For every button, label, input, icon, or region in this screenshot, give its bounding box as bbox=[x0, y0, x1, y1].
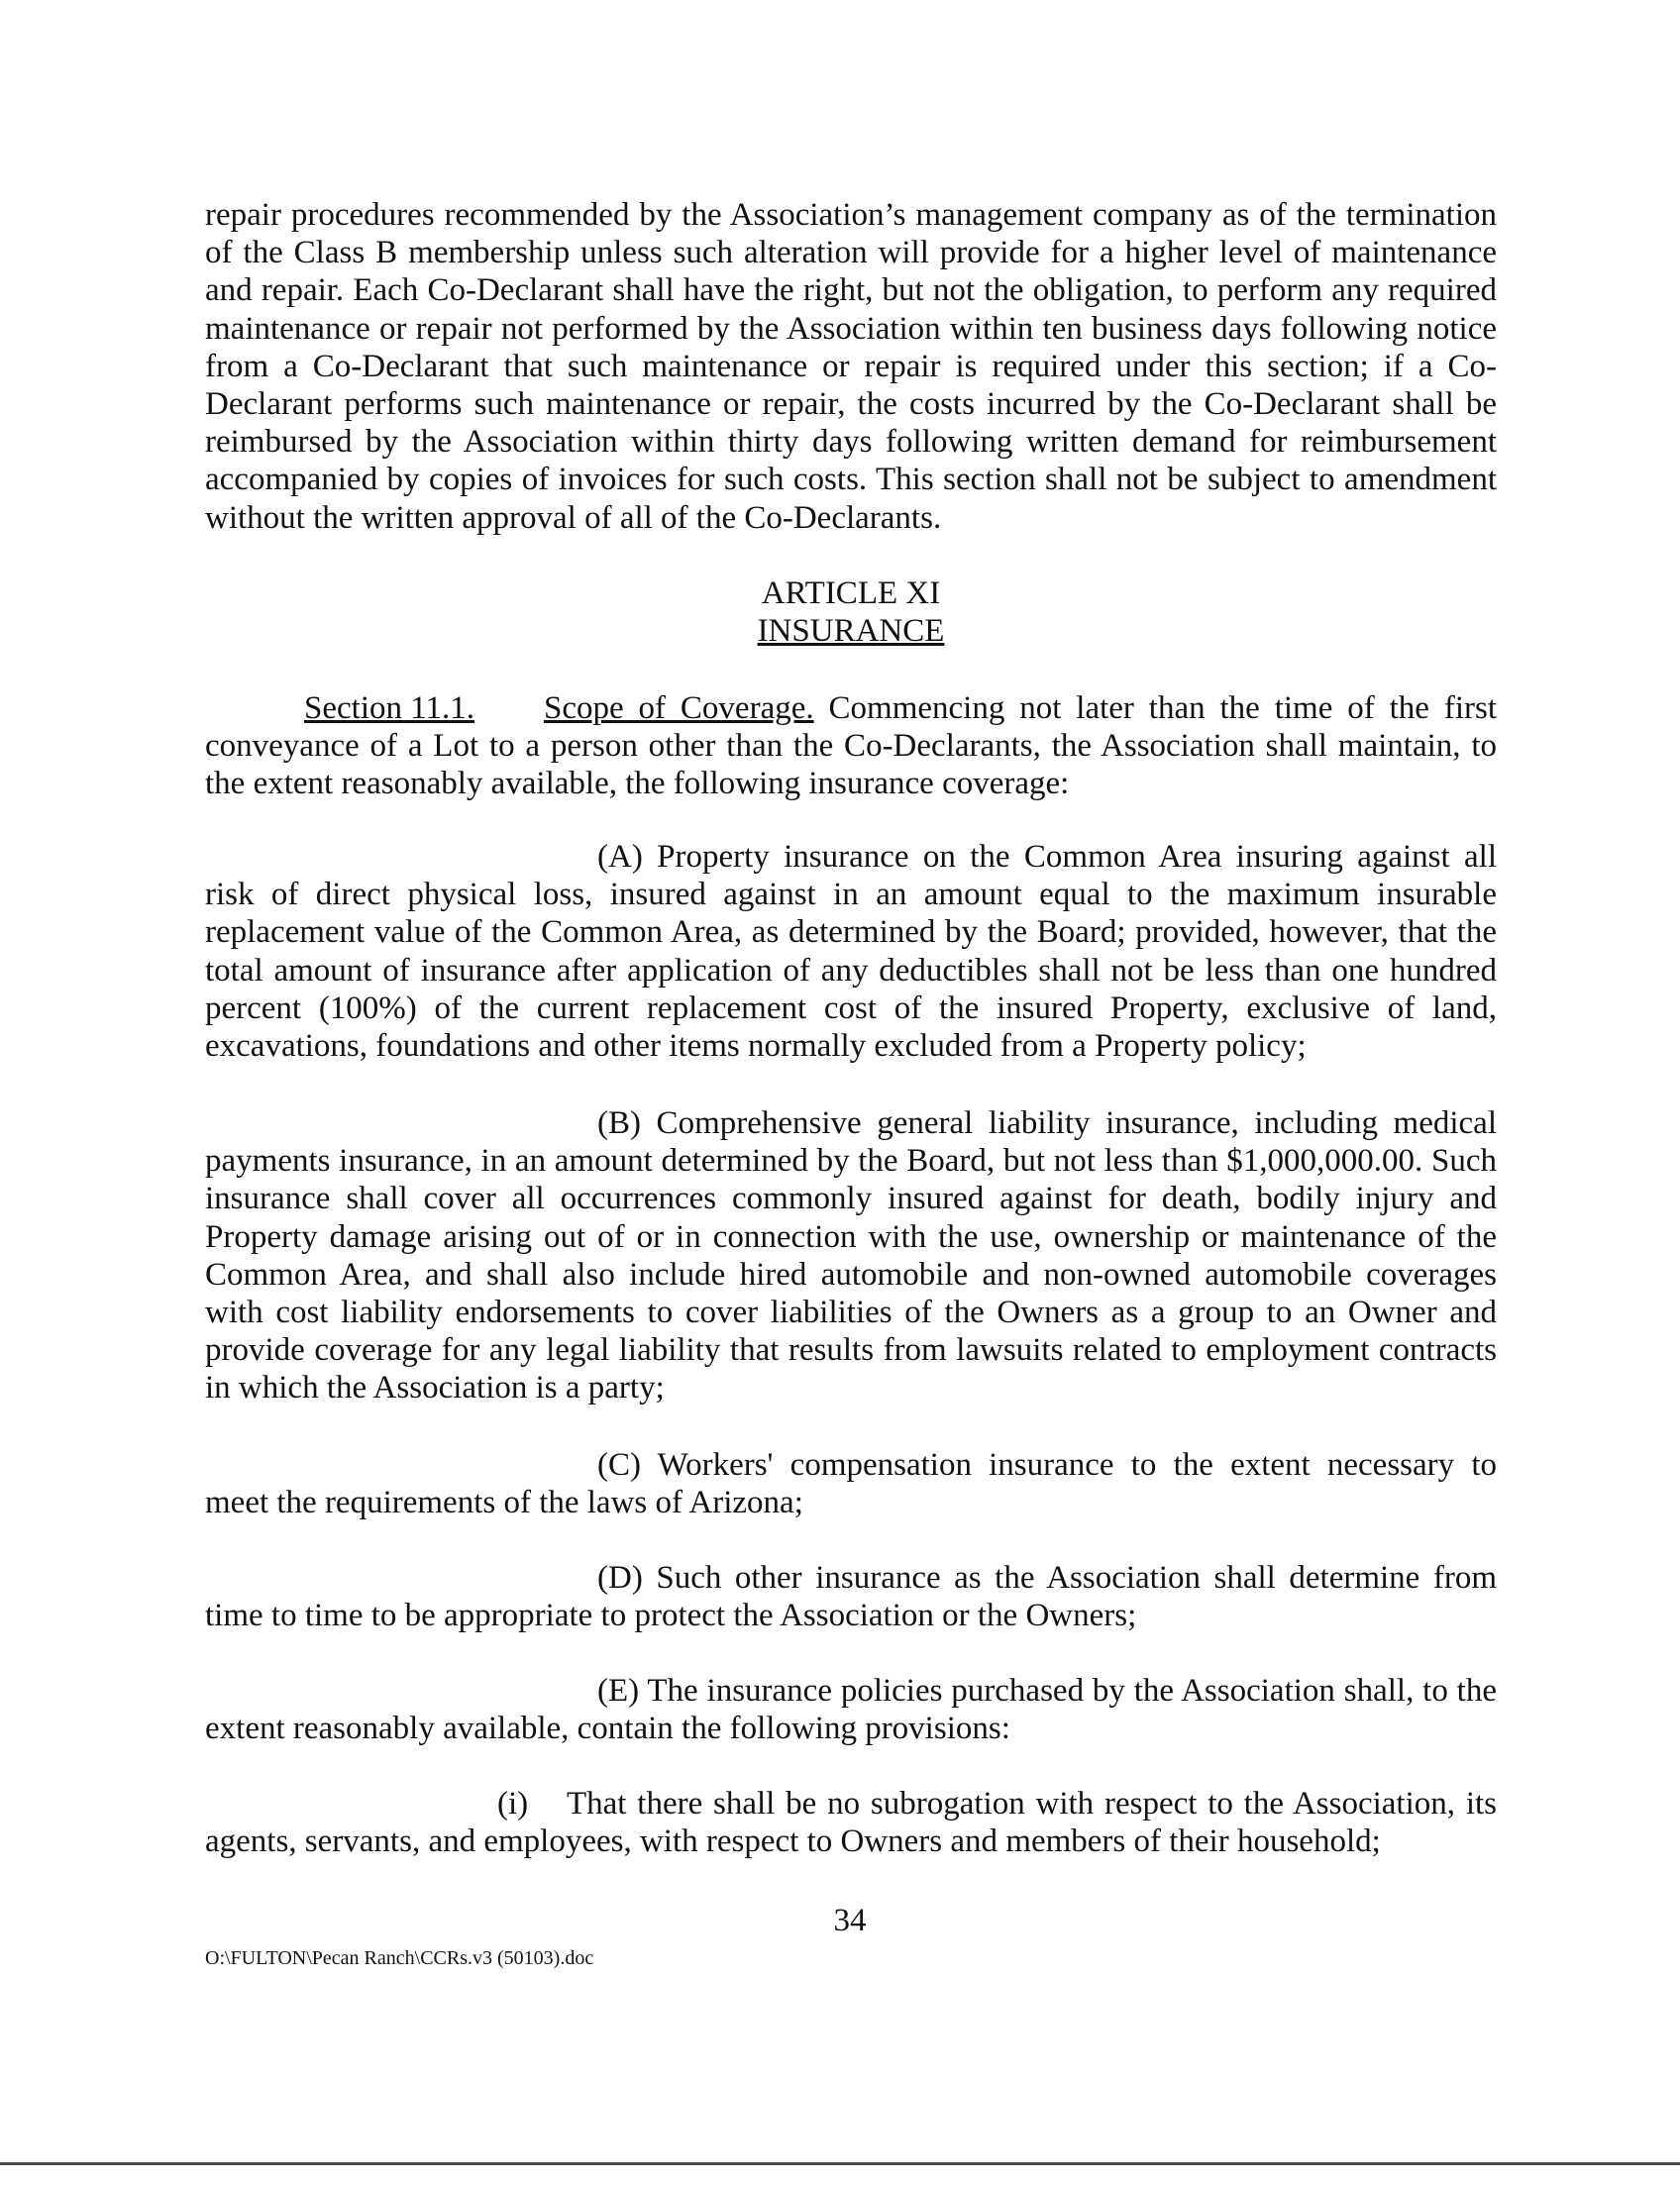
footer-file-path: O:\FULTON\Pecan Ranch\CCRs.v3 (50103).doc bbox=[205, 1947, 594, 1969]
item-c bbox=[205, 1446, 1497, 1521]
section-label: Section 11.1. bbox=[304, 690, 475, 726]
item-label: (B) bbox=[597, 1105, 641, 1141]
section-body: Commencing not later than the time of the first conveyance of a Lot to a person other than the Co-Declarants, the Association shall maintain, to the extent reasonably available, the following insurance coverage: bbox=[205, 690, 1497, 802]
subitem-text: That there shall be no subrogation with respect to the Association, its agents, servants, and employees, with respect to Owners and members of their household; bbox=[205, 1786, 1497, 1860]
item-text: Comprehensive general liability insurance, including medical payments insurance, in an amount determined by the Board, but not less than $1,000,000.00. Such insurance shall cover all occurrences commonly insured against for death, bodily injury and Property damage arising out of or in connection with the use, ownership or maintenance of the Common Area, and shall also include hired automobile and non-owned automobile coverages with cost liability endorsements to cover liabilities of the Owners as a group to an Owner and provide coverage for any legal liability that results from lawsuits related to employment contracts in which the Association is a party; bbox=[205, 1105, 1497, 1406]
section-heading: Scope of Coverage. bbox=[544, 690, 814, 726]
item-text: Workers' compensation insurance to the extent necessary to meet the requirements of the laws of Arizona; bbox=[205, 1447, 1497, 1521]
section-11-1 bbox=[205, 689, 1497, 803]
bottom-rule bbox=[0, 2162, 1680, 2165]
item-text: Such other insurance as the Association shall determine from time to time to be appropriate to protect the Association or the Owners; bbox=[205, 1560, 1497, 1634]
subitem-i bbox=[205, 1785, 1497, 1860]
item-label: (C) bbox=[597, 1447, 641, 1483]
subitem-label: (i) bbox=[497, 1786, 529, 1822]
item-e bbox=[205, 1672, 1497, 1747]
article-title bbox=[205, 612, 1497, 650]
article-title-text: INSURANCE bbox=[757, 613, 945, 649]
item-label: (D) bbox=[597, 1560, 643, 1596]
article-number: ARTICLE XI bbox=[761, 575, 941, 611]
item-b bbox=[205, 1104, 1497, 1407]
item-label: (E) bbox=[597, 1673, 640, 1709]
item-text: The insurance policies purchased by the Association shall, to the extent reasonably available, contain the following provisions: bbox=[205, 1673, 1497, 1747]
item-text: Property insurance on the Common Area insuring against all risk of direct physical loss, insured against in an amount equal to the maximum insurable replacement value of the Common Area, as determined by the Board; provided, however, that the total amount of insurance after application of any deductibles shall not be less than one hundred percent (100%) of the current replacement cost of the insured Property, exclusive of land, excavations, foundations and other items normally excluded from a Property policy; bbox=[205, 839, 1497, 1065]
page-number: 34 bbox=[833, 1903, 867, 1938]
continuation-paragraph: repair procedures recommended by the Association’s management company as of the termination of the Class B membership unless such alteration will provide for a higher level of maintenance and repair. Each Co-Declarant shall have the right, but not the obligation, to perform any required maintenance or repair not performed by the Association within ten business days following notice from a Co-Declarant that such maintenance or repair is required under this section; if a Co-Declarant performs such maintenance or repair, the costs incurred by the Co-Declarant shall be reimbursed by the Association within thirty days following written demand for reimbursement accompanied by copies of invoices for such costs. This section shall not be subject to amendment without the written approval of all of the Co-Declarants. bbox=[205, 197, 1497, 536]
item-a bbox=[205, 838, 1497, 1065]
item-d bbox=[205, 1559, 1497, 1634]
item-label: (A) bbox=[597, 839, 643, 875]
